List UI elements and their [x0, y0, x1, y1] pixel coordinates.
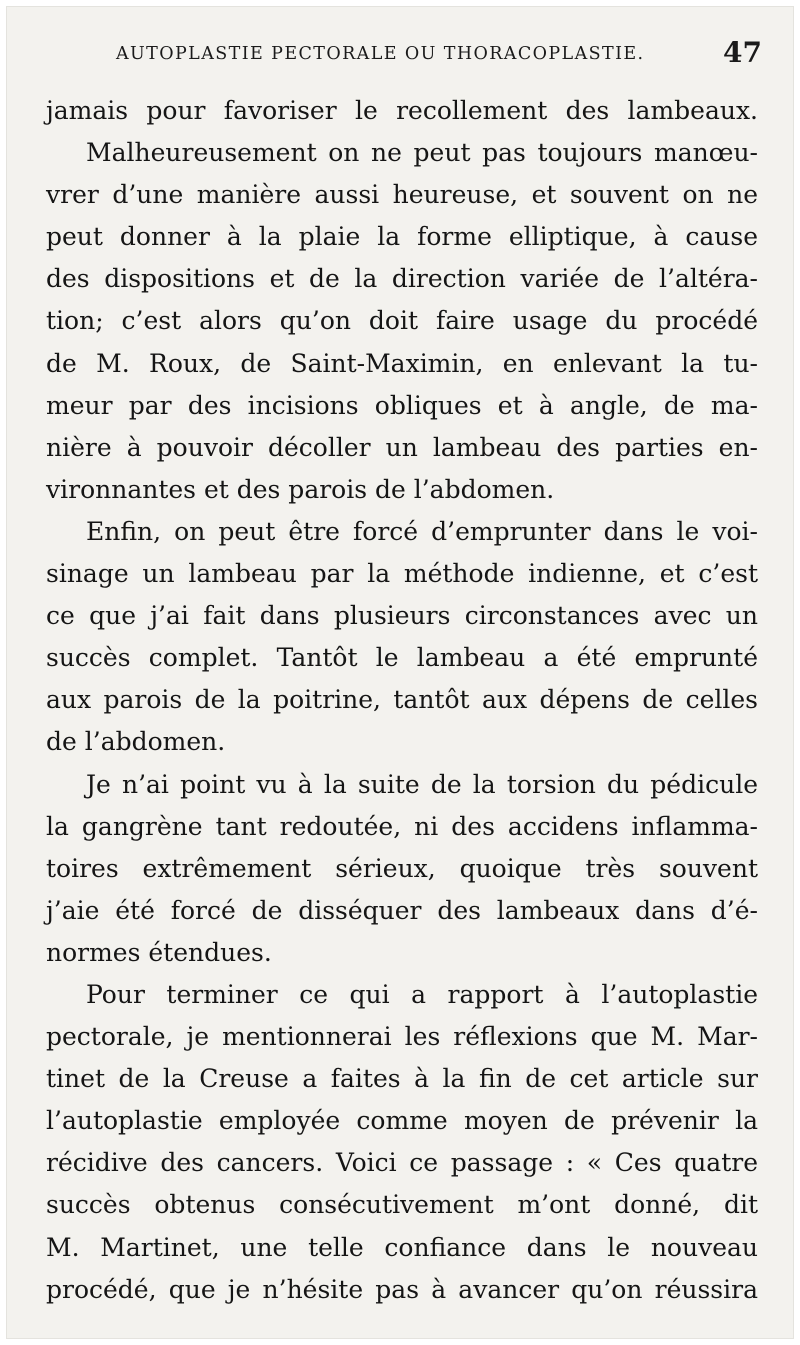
text-line: de M. Roux, de Saint-Maximin, en enlevant la tu-: [46, 348, 758, 378]
text-line: nière à pouvoir décoller un lambeau des parties en-: [46, 432, 758, 462]
text-line: Pour terminer ce qui a rapport à l’autoplastie: [86, 979, 758, 1009]
text-line: normes étendues.: [46, 937, 272, 967]
page-header: [116, 36, 762, 76]
text-line: pectorale, je mentionnerai les réflexions que M. Mar-: [46, 1022, 758, 1052]
text-line: tion; c’est alors qu’on doit faire usage du procédé: [46, 306, 758, 336]
text-line: des dispositions et de la direction variée de l’altéra-: [46, 264, 758, 294]
text-line: succès obtenus consécutivement m’ont donné, dit: [46, 1190, 758, 1220]
text-line: aux parois de la poitrine, tantôt aux dépens de celles: [46, 685, 758, 715]
book-page: [6, 6, 794, 1339]
body-text: [46, 90, 758, 1311]
text-line: jamais pour favoriser le recollement des lambeaux.: [46, 96, 758, 125]
text-line: Je n’ai point vu à la suite de la torsion du pédicule: [86, 769, 758, 799]
text-line: M. Martinet, une telle confiance dans le nouveau: [46, 1232, 758, 1262]
text-line: la gangrène tant redoutée, ni des accidens inflamma-: [46, 811, 758, 841]
text-line: Malheureusement on ne peut pas toujours manœu-: [86, 138, 758, 168]
text-line: Enfin, on peut être forcé d’emprunter dans le voi-: [86, 516, 758, 546]
text-line: sinage un lambeau par la méthode indienne, et c’est: [46, 559, 758, 589]
text-line: tinet de la Creuse a faites à la fin de cet article sur: [46, 1064, 758, 1094]
running-title: AUTOPLASTIE PECTORALE OU THORACOPLASTIE.: [116, 44, 645, 64]
text-line: procédé, que je n’hésite pas à avancer qu’on réussira: [46, 1274, 758, 1304]
text-line: ce que j’ai fait dans plusieurs circonstances avec un: [46, 601, 758, 631]
text-line: de l’abdomen.: [46, 727, 226, 757]
page-number: 47: [723, 36, 762, 69]
text-line: toires extrêmement sérieux, quoique très souvent: [46, 853, 758, 883]
text-line: meur par des incisions obliques et à angle, de ma-: [46, 390, 758, 420]
text-line: j’aie été forcé de disséquer des lambeaux dans d’é-: [46, 895, 758, 925]
text-line: l’autoplastie employée comme moyen de prévenir la: [46, 1106, 758, 1136]
text-line: peut donner à la plaie la forme elliptique, à cause: [46, 222, 758, 252]
text-line: succès complet. Tantôt le lambeau a été emprunté: [46, 643, 758, 673]
text-line: récidive des cancers. Voici ce passage : « Ces quatre: [46, 1148, 758, 1178]
text-line: vrer d’une manière aussi heureuse, et souvent on ne: [46, 180, 758, 210]
text-line: vironnantes et des parois de l’abdomen.: [46, 474, 555, 504]
